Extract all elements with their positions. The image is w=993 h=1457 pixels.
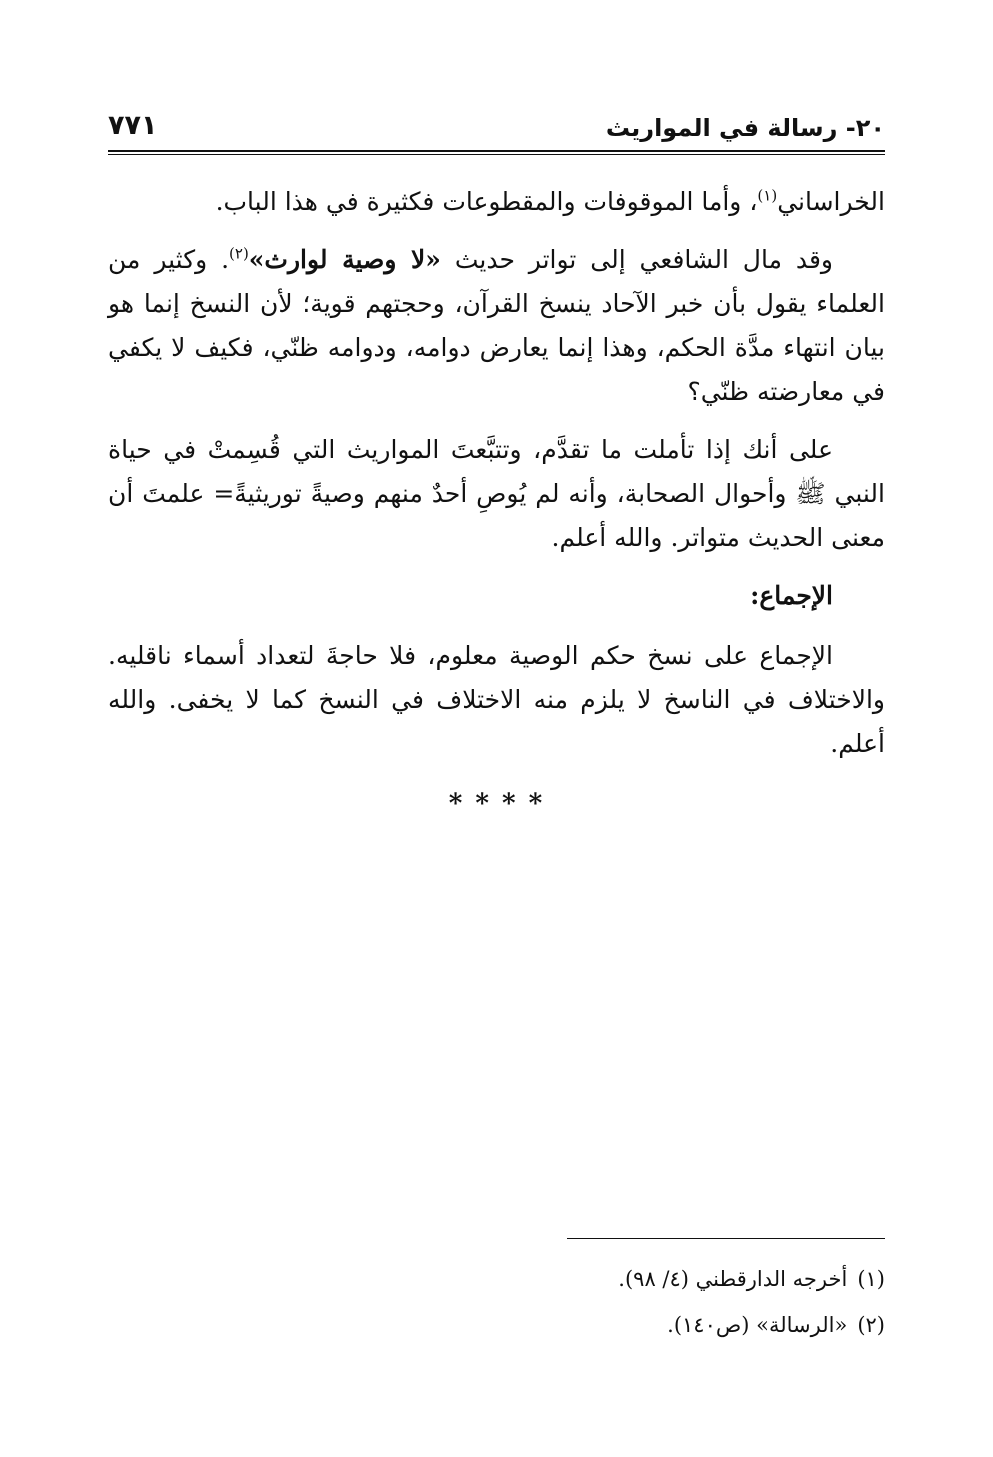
footnote-1-number: (١) — [857, 1267, 885, 1291]
header-rule-thin — [108, 154, 885, 155]
paragraph-1-end: ، وأما الموقوفات والمقطوعات فكثيرة في هذا الباب. — [215, 187, 758, 216]
paragraph-3: على أنك إذا تأملت ما تقدَّم، وتتبَّعتَ المواريث التي قُسِمتْ في حياة النبي ﷺ وأحوال الصحابة، وأنه لم يُوصِ أحدٌ منهم وصيةً توريثيةً= علمتَ أن معنى الحديث متواتر. والله أعلم. — [108, 435, 885, 552]
footnote-2-number: (٢) — [857, 1313, 885, 1337]
paragraph-2-end: . وكثير من العلماء يقول بأن خبر الآحاد ينسخ القرآن، وحجتهم قوية؛ لأن النسخ إنما هو بيان انتهاء مدَّة الحكم، وهذا إنما يعارض دوامه، ودوامه ظنّي، فكيف لا يكفي في معارضته ظنّي؟ — [108, 245, 885, 406]
running-head — [108, 108, 885, 150]
page-number: ٧٧١ — [108, 110, 158, 141]
footnote-ref-1: (١) — [757, 186, 778, 205]
section-separator-stars: * * * * — [448, 789, 545, 819]
running-title: ٢٠- رسالة في المواريث — [605, 114, 885, 142]
header-rule — [108, 150, 885, 152]
footnote-1 — [285, 1256, 885, 1302]
footnote-2 — [285, 1302, 885, 1348]
paragraph-2 — [108, 238, 885, 414]
footnote-ref-2: (٢) — [229, 244, 249, 263]
footnote-rule — [567, 1238, 885, 1239]
paragraph-1 — [108, 180, 885, 224]
paragraph-1-start: الخراساني — [777, 187, 885, 216]
hadith-quote: «لا وصية لوارث» — [248, 245, 441, 274]
section-heading-ijma: الإجماع: — [750, 581, 833, 610]
paragraph-4: الإجماع على نسخ حكم الوصية معلوم، فلا حاجةَ لتعداد أسماء ناقليه. والاختلاف في الناسخ لا يلزم منه الاختلاف في النسخ كما لا يخفى. والله أعلم. — [108, 641, 885, 758]
footnote-1-text: أخرجه الدارقطني (٤/ ٩٨). — [618, 1267, 848, 1291]
footnotes — [285, 1256, 885, 1348]
main-text — [108, 180, 885, 826]
paragraph-2-start: وقد مال الشافعي إلى تواتر حديث — [440, 245, 833, 274]
footnote-2-text: «الرسالة» (ص١٤٠). — [667, 1313, 848, 1337]
